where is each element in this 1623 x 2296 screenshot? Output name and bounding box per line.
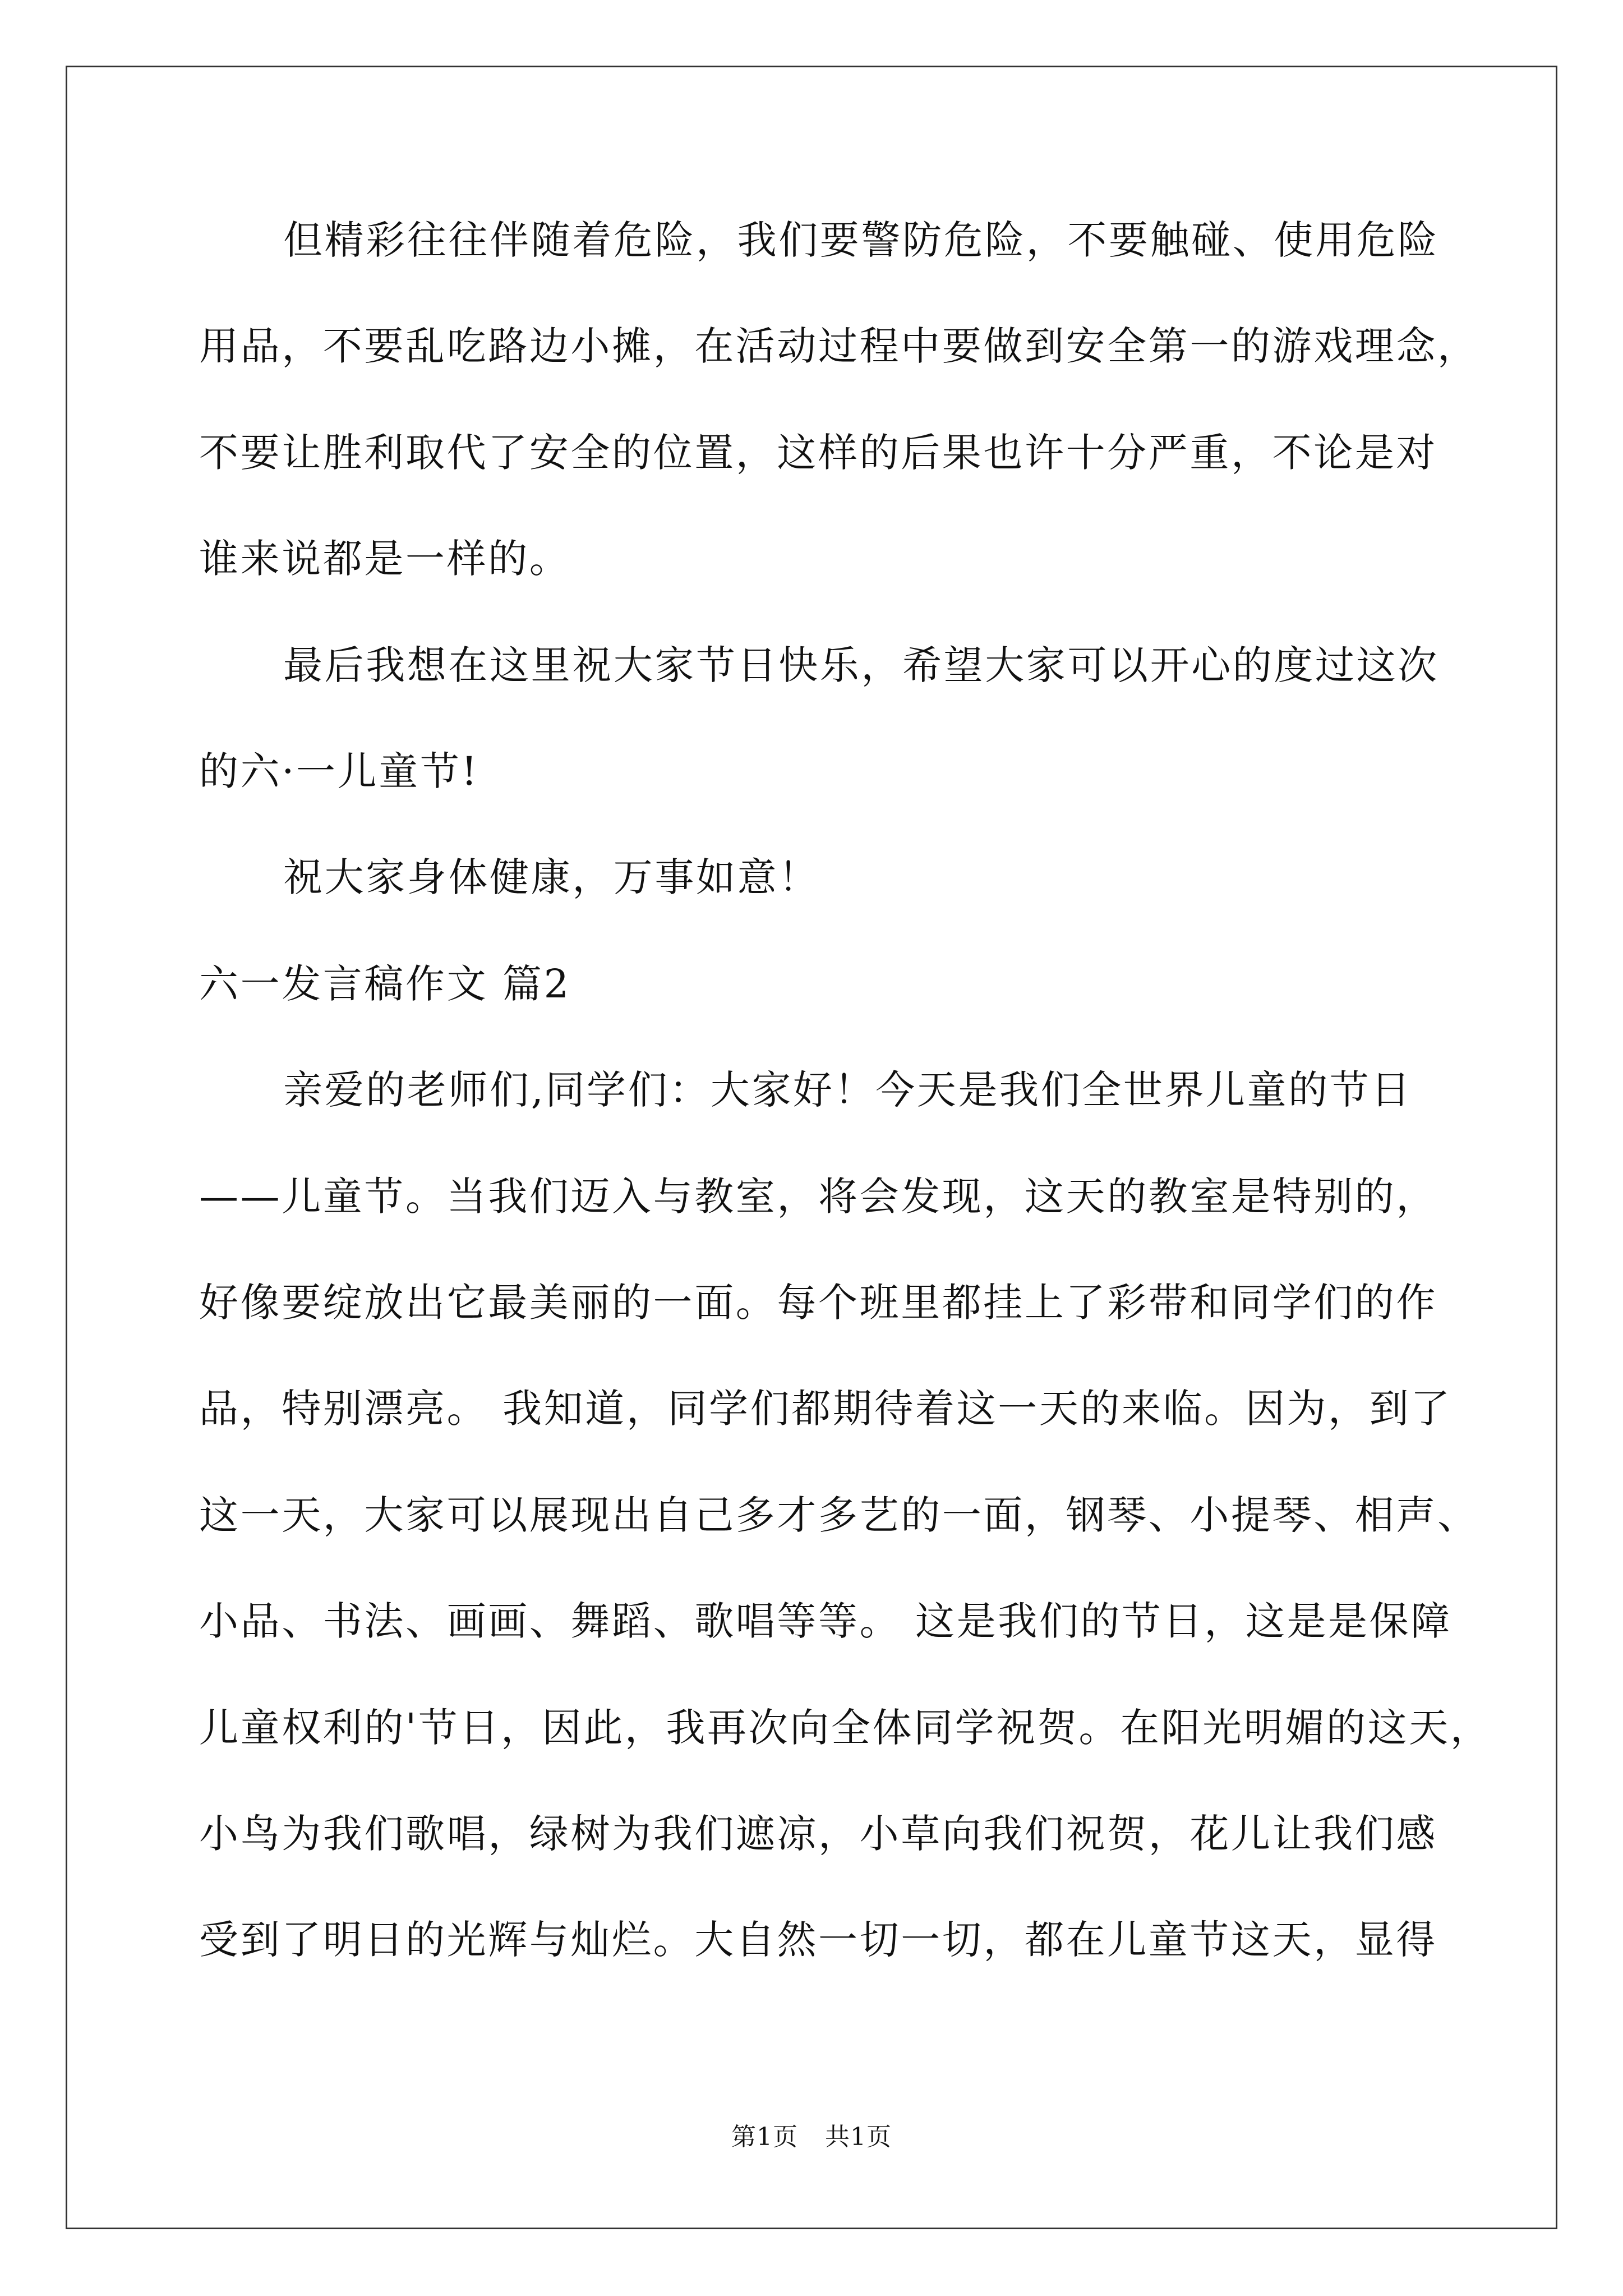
paragraph-line: 亲爱的老师们,同学们：大家好！今天是我们全世界儿童的节日 (283, 1067, 1413, 1113)
paragraph-line: 受到了明日的光辉与灿烂。大自然一切一切，都在儿童节这天，显得 (199, 1917, 1437, 1963)
paragraph-line: 好像要绽放出它最美丽的一面。每个班里都挂上了彩带和同学们的作 (199, 1280, 1437, 1326)
page-border (66, 66, 1557, 2229)
paragraph-line: ——儿童节。当我们迈入与教室，将会发现，这天的教室是特别的， (199, 1174, 1437, 1220)
paragraph-line: 不要让胜利取代了安全的位置，这样的后果也许十分严重，不论是对 (199, 430, 1437, 476)
paragraph-line: 的六·一儿童节! (199, 748, 479, 794)
paragraph-line: 但精彩往往伴随着危险，我们要警防危险，不要触碰、使用危险 (283, 217, 1439, 263)
section-heading: 六一发言稿作文 篇2 (199, 961, 571, 1007)
paragraph-line: 小鸟为我们歌唱，绿树为我们遮凉，小草向我们祝贺，花儿让我们感 (199, 1811, 1437, 1857)
page-number: 第1页 (731, 2123, 798, 2151)
page-footer (0, 2122, 1623, 2153)
paragraph-line: 最后我想在这里祝大家节日快乐，希望大家可以开心的度过这次 (283, 642, 1439, 688)
paragraph-line: 儿童权利的'节日，因此，我再次向全体同学祝贺。在阳光明媚的这天， (199, 1705, 1492, 1751)
paragraph-line: 小品、书法、画画、舞蹈、歌唱等等。 这是我们的节日，这是是保障 (199, 1598, 1452, 1644)
paragraph-line: 谁来说都是一样的。 (199, 536, 571, 582)
paragraph-line: 用品，不要乱吃路边小摊，在活动过程中要做到安全第一的游戏理念， (199, 323, 1479, 369)
paragraph-line: 品，特别漂亮。 我知道，同学们都期待着这一天的来临。因为，到了 (199, 1386, 1452, 1432)
paragraph-line: 祝大家身体健康，万事如意！ (283, 854, 820, 900)
page-total: 共1页 (825, 2123, 892, 2151)
paragraph-line: 这一天，大家可以展现出自己多才多艺的一面，钢琴、小提琴、相声、 (199, 1492, 1479, 1538)
